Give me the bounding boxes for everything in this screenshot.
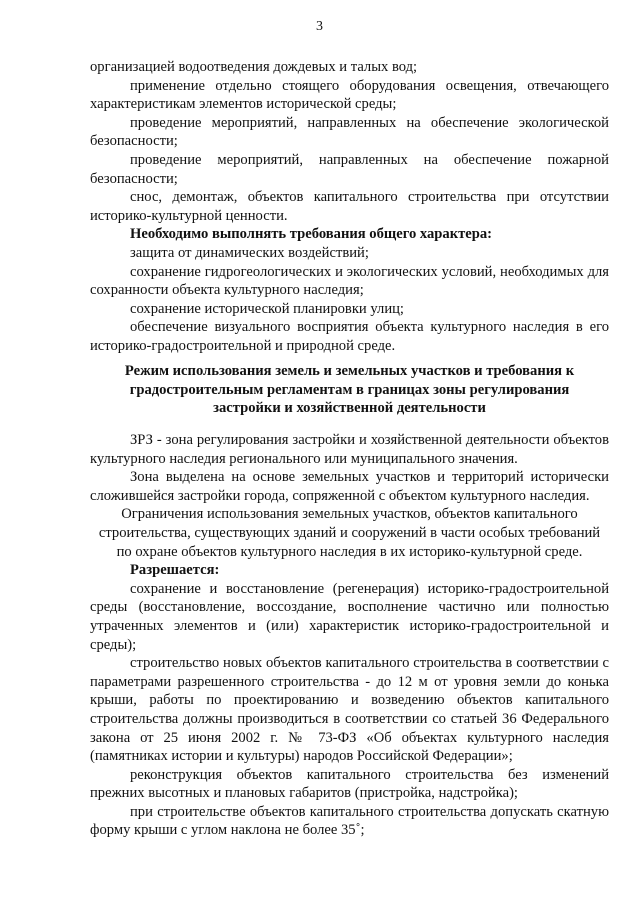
requirement-paragraph: снос, демонтаж, объектов капитального строительства при отсутствии историко-культурной ценности.	[90, 189, 609, 224]
regulation-paragraph: реконструкция объектов капитального строительства без изменений прежних высотных и плановых габаритов (пристройка, надстройка);	[90, 766, 609, 802]
requirements-list	[90, 58, 609, 356]
regulation-paragraph: Зона выделена на основе земельных участков и территорий исторически сложившейся застройки города, сопряженной с объектом культурного наследия.	[90, 469, 609, 504]
requirement-paragraph: организацией водоотведения дождевых и талых вод;	[90, 59, 418, 75]
zone-regulations	[90, 431, 609, 840]
requirement-paragraph: Необходимо выполнять требования общего характера:	[130, 226, 493, 243]
regulation-paragraph: Разрешается:	[130, 562, 220, 579]
requirement-paragraph: обеспечение визуального восприятия объекта культурного наследия в его историко-градостроительной и природной среде.	[90, 319, 609, 354]
requirement-paragraph: защита от динамических воздействий;	[130, 244, 369, 261]
requirement-paragraph: сохранение исторической планировки улиц;	[130, 300, 404, 317]
heading-line: застройки и хозяйственной деятельности	[213, 400, 486, 417]
requirement-paragraph: проведение мероприятий, направленных на обеспечение пожарной безопасности;	[90, 151, 609, 187]
section-heading	[90, 362, 609, 418]
regulation-paragraph: ЗРЗ - зона регулирования застройки и хозяйственной деятельности объектов культурного наследия регионального или муниципального значения.	[90, 432, 609, 467]
page-number: 3	[316, 19, 323, 34]
requirement-paragraph: применение отдельно стоящего оборудования освещения, отвечающего характеристикам элементов исторической среды;	[90, 77, 609, 113]
requirement-paragraph: сохранение гидрогеологических и экологических условий, необходимых для сохранности объекта культурного наследия;	[90, 263, 609, 299]
requirement-paragraph: проведение мероприятий, направленных на обеспечение экологической безопасности;	[90, 114, 609, 150]
heading-line: Режим использования земель и земельных участков и требования к	[124, 363, 575, 379]
regulation-paragraph: сохранение и восстановление (регенерация) историко-градостроительной среды (восстановление, воссоздание, восполнение частично или полностью утраченных элементов и (или) характеристик историко-градостроительной и среды);	[90, 580, 609, 653]
regulation-paragraph: Ограничения использования земельных участков, объектов капитального строительства, существующих зданий и сооружений в части особых требований по охране объектов культурного наследия в их историко-культурной среде.	[98, 506, 601, 560]
regulation-paragraph: при строительстве объектов капитального строительства допускать скатную форму крыши с углом наклона не более 35˚;	[90, 803, 609, 839]
regulation-paragraph: строительство новых объектов капитального строительства в соответствии с параметрами разрешенного строительства - до 12 м от уровня земли до конька крыши, работы по проектированию и возведению объектов капитального строительства должны производиться в соответствии со статьей 36 Федерального закона от 25 июня 2002 г. № 73-ФЗ «Об объектах культурного наследия (памятниках истории и культуры) народов Российской Федерации»;	[90, 655, 609, 765]
heading-line: градостроительным регламентам в границах зоны регулирования	[129, 381, 570, 398]
